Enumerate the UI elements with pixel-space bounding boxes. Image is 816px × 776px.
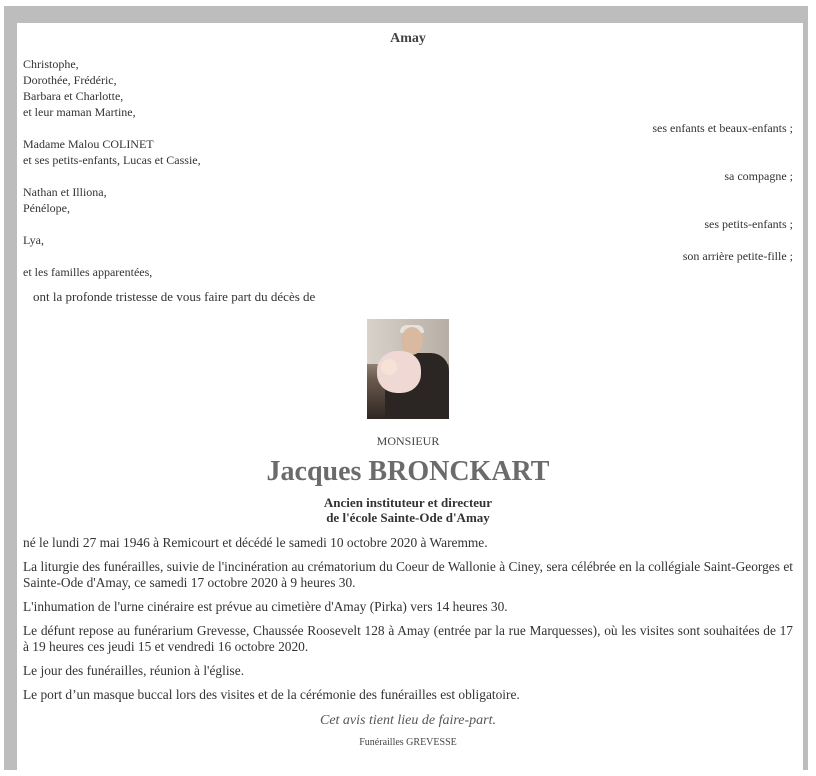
- family-line: Dorothée, Frédéric,: [23, 73, 117, 87]
- family-line: Christophe,: [23, 57, 79, 71]
- gathering-paragraph: Le jour des funérailles, réunion à l'église.: [23, 663, 245, 678]
- family-block-grandchildren: [23, 184, 793, 232]
- family-line: et leur maman Martine,: [23, 105, 136, 119]
- family-line: Pénélope,: [23, 201, 70, 215]
- closing-note: Cet avis tient lieu de faire-part.: [319, 713, 496, 728]
- family-line: et ses petits-enfants, Lucas et Cassie,: [23, 153, 201, 167]
- town-heading: Amay: [390, 31, 426, 46]
- deceased-title: [23, 495, 793, 525]
- family-relation: son arrière petite-fille ;: [682, 249, 793, 263]
- families-line: et les familles apparentées,: [23, 265, 153, 279]
- photo-baby-face: [381, 359, 397, 375]
- mask-paragraph: Le port d’un masque buccal lors des visites et de la cérémonie des funérailles est obligatoire.: [23, 687, 520, 702]
- family-line: Nathan et Illiona,: [23, 185, 107, 199]
- visitation-paragraph: Le défunt repose au funérarium Grevesse, Chaussée Roosevelt 128 à Amay (entrée par la rue Marquesses), où les visites sont souhaitées de 17 à 19 heures ces jeudi 15 et vendredi 16 octobre 2020.: [23, 623, 793, 654]
- deceased-name: Jacques BRONCKART: [266, 456, 550, 487]
- family-block-great-grandchild: [23, 232, 793, 264]
- photo-container: [23, 319, 793, 423]
- birth-death-paragraph: né le lundi 27 mai 1946 à Remicourt et décédé le samedi 10 octobre 2020 à Waremme.: [23, 535, 488, 550]
- family-block-companion: [23, 136, 793, 184]
- title-line-1: Ancien instituteur et directeur: [323, 495, 493, 510]
- family-relation: sa compagne ;: [724, 169, 793, 183]
- intro-text: ont la profonde tristesse de vous faire part du décès de: [33, 289, 316, 304]
- obituary-notice: [17, 23, 803, 774]
- honorific: MONSIEUR: [376, 434, 440, 448]
- family-line: Madame Malou COLINET: [23, 137, 154, 151]
- family-line: Barbara et Charlotte,: [23, 89, 124, 103]
- inhumation-paragraph: L'inhumation de l'urne cinéraire est prévue au cimetière d'Amay (Pirka) vers 14 heures 30.: [23, 599, 508, 614]
- portrait-photo: [367, 319, 449, 419]
- page-frame: [4, 6, 808, 770]
- funeral-home: Funérailles GREVESSE: [359, 737, 457, 748]
- family-relation: ses petits-enfants ;: [704, 217, 793, 231]
- liturgy-paragraph: La liturgie des funérailles, suivie de l'incinération au crématorium du Coeur de Wallonie à Ciney, sera célébrée en la collégiale Saint-Georges et Sainte-Ode d'Amay, ce samedi 17 octobre 2020 à 9 heures 30.: [23, 559, 793, 590]
- family-line: Lya,: [23, 233, 44, 247]
- family-relation: ses enfants et beaux-enfants ;: [652, 121, 793, 135]
- family-block-children: [23, 56, 793, 136]
- title-line-2: de l'école Sainte-Ode d'Amay: [326, 510, 490, 525]
